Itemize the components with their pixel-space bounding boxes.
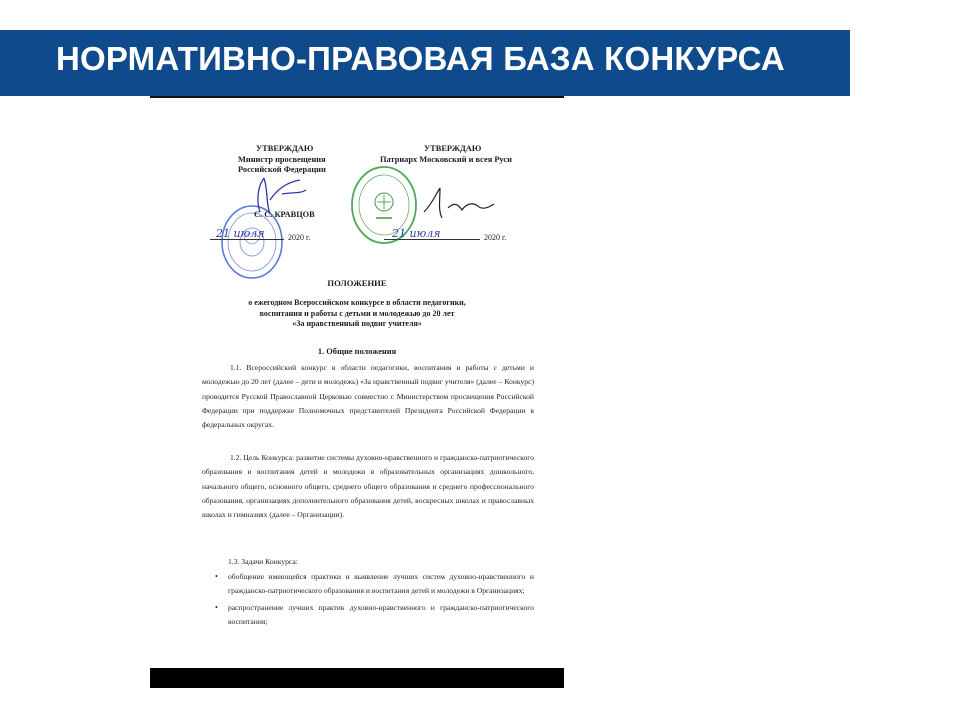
list-item-text: распространение лучших практик духовно-нравственного и гражданско-патриотического воспитания;: [228, 602, 534, 626]
approval-left-line1: Министр просвещения: [238, 154, 326, 164]
document-bottom-edge: [150, 668, 564, 688]
paragraph-1-1: 1.1. Всероссийский конкурс в области педагогики, воспитания и работы с детьми и молодежью до 20 лет (далее – дети и молодежь) «За нравственный подвиг учителя» (далее – Конкурс) проводится Русской Православной Церковью совместно с Министерством просвещения Российской Федерации при поддержке Полномочных представителей Президента Российской Федерации в федеральных округах.: [202, 363, 534, 430]
list-item: [215, 601, 534, 630]
approval-left-line2: Российской Федерации: [238, 165, 326, 174]
approval-right-date-year: 2020 г.: [484, 233, 507, 242]
approval-left-date: [210, 227, 311, 242]
document-title: ПОЛОЖЕНИЕ: [327, 278, 387, 288]
subtitle-line: о ежегодном Всероссийском конкурсе в области педагогики,: [248, 298, 466, 307]
bullet-icon: •: [215, 602, 218, 612]
approval-left-date-year: 2020 г.: [288, 233, 311, 242]
approval-right-date-handwritten: 21 июля: [392, 227, 441, 240]
task-list: [215, 570, 534, 631]
section-title: 1. Общие положения: [317, 347, 397, 356]
slide-title: НОРМАТИВНО-ПРАВОВАЯ БАЗА КОНКУРСА: [56, 40, 785, 77]
paragraph-1-2: 1.2. Цель Конкурса: развитие системы духовно-нравственного и гражданско-патриотического образования и воспитания детей и молодежи в образовательных организациях дошкольного, начального общего, основного общего, среднего общего образования и среднего профессионального образования, организациях дополнительного образования детей, воскресных школах и православных школах и гимназиях (далее – Организации).: [202, 453, 534, 520]
document-subtitle: [190, 298, 524, 330]
paragraph-1-3: 1.3. Задачи Конкурса:: [228, 557, 298, 566]
approval-left-date-handwritten: 21 июля: [216, 227, 265, 240]
approval-right-heading: УТВЕРЖДАЮ: [424, 144, 482, 153]
approval-right-date: [384, 227, 507, 242]
list-item-text: обобщение имеющейся практики и выявление лучших систем духовно-нравственного и гражданско-патриотического образования и воспитания детей и молодежи в Организациях;: [228, 572, 534, 596]
approval-left-heading: УТВЕРЖДАЮ: [256, 144, 314, 153]
document-scan: [150, 96, 564, 688]
document-top-edge: [150, 96, 564, 98]
minister-name: С. С. КРАВЦОВ: [254, 210, 315, 219]
bullet-icon: •: [215, 572, 218, 581]
subtitle-line: «За нравственный подвиг учителя»: [292, 319, 422, 328]
patriarch-signature-icon: [418, 184, 498, 224]
list-item: [215, 570, 534, 599]
approval-right-line1: Патриарх Московский и всея Руси: [380, 154, 512, 164]
subtitle-line: воспитания и работы с детьми и молодежью до 20 лет: [259, 308, 455, 318]
